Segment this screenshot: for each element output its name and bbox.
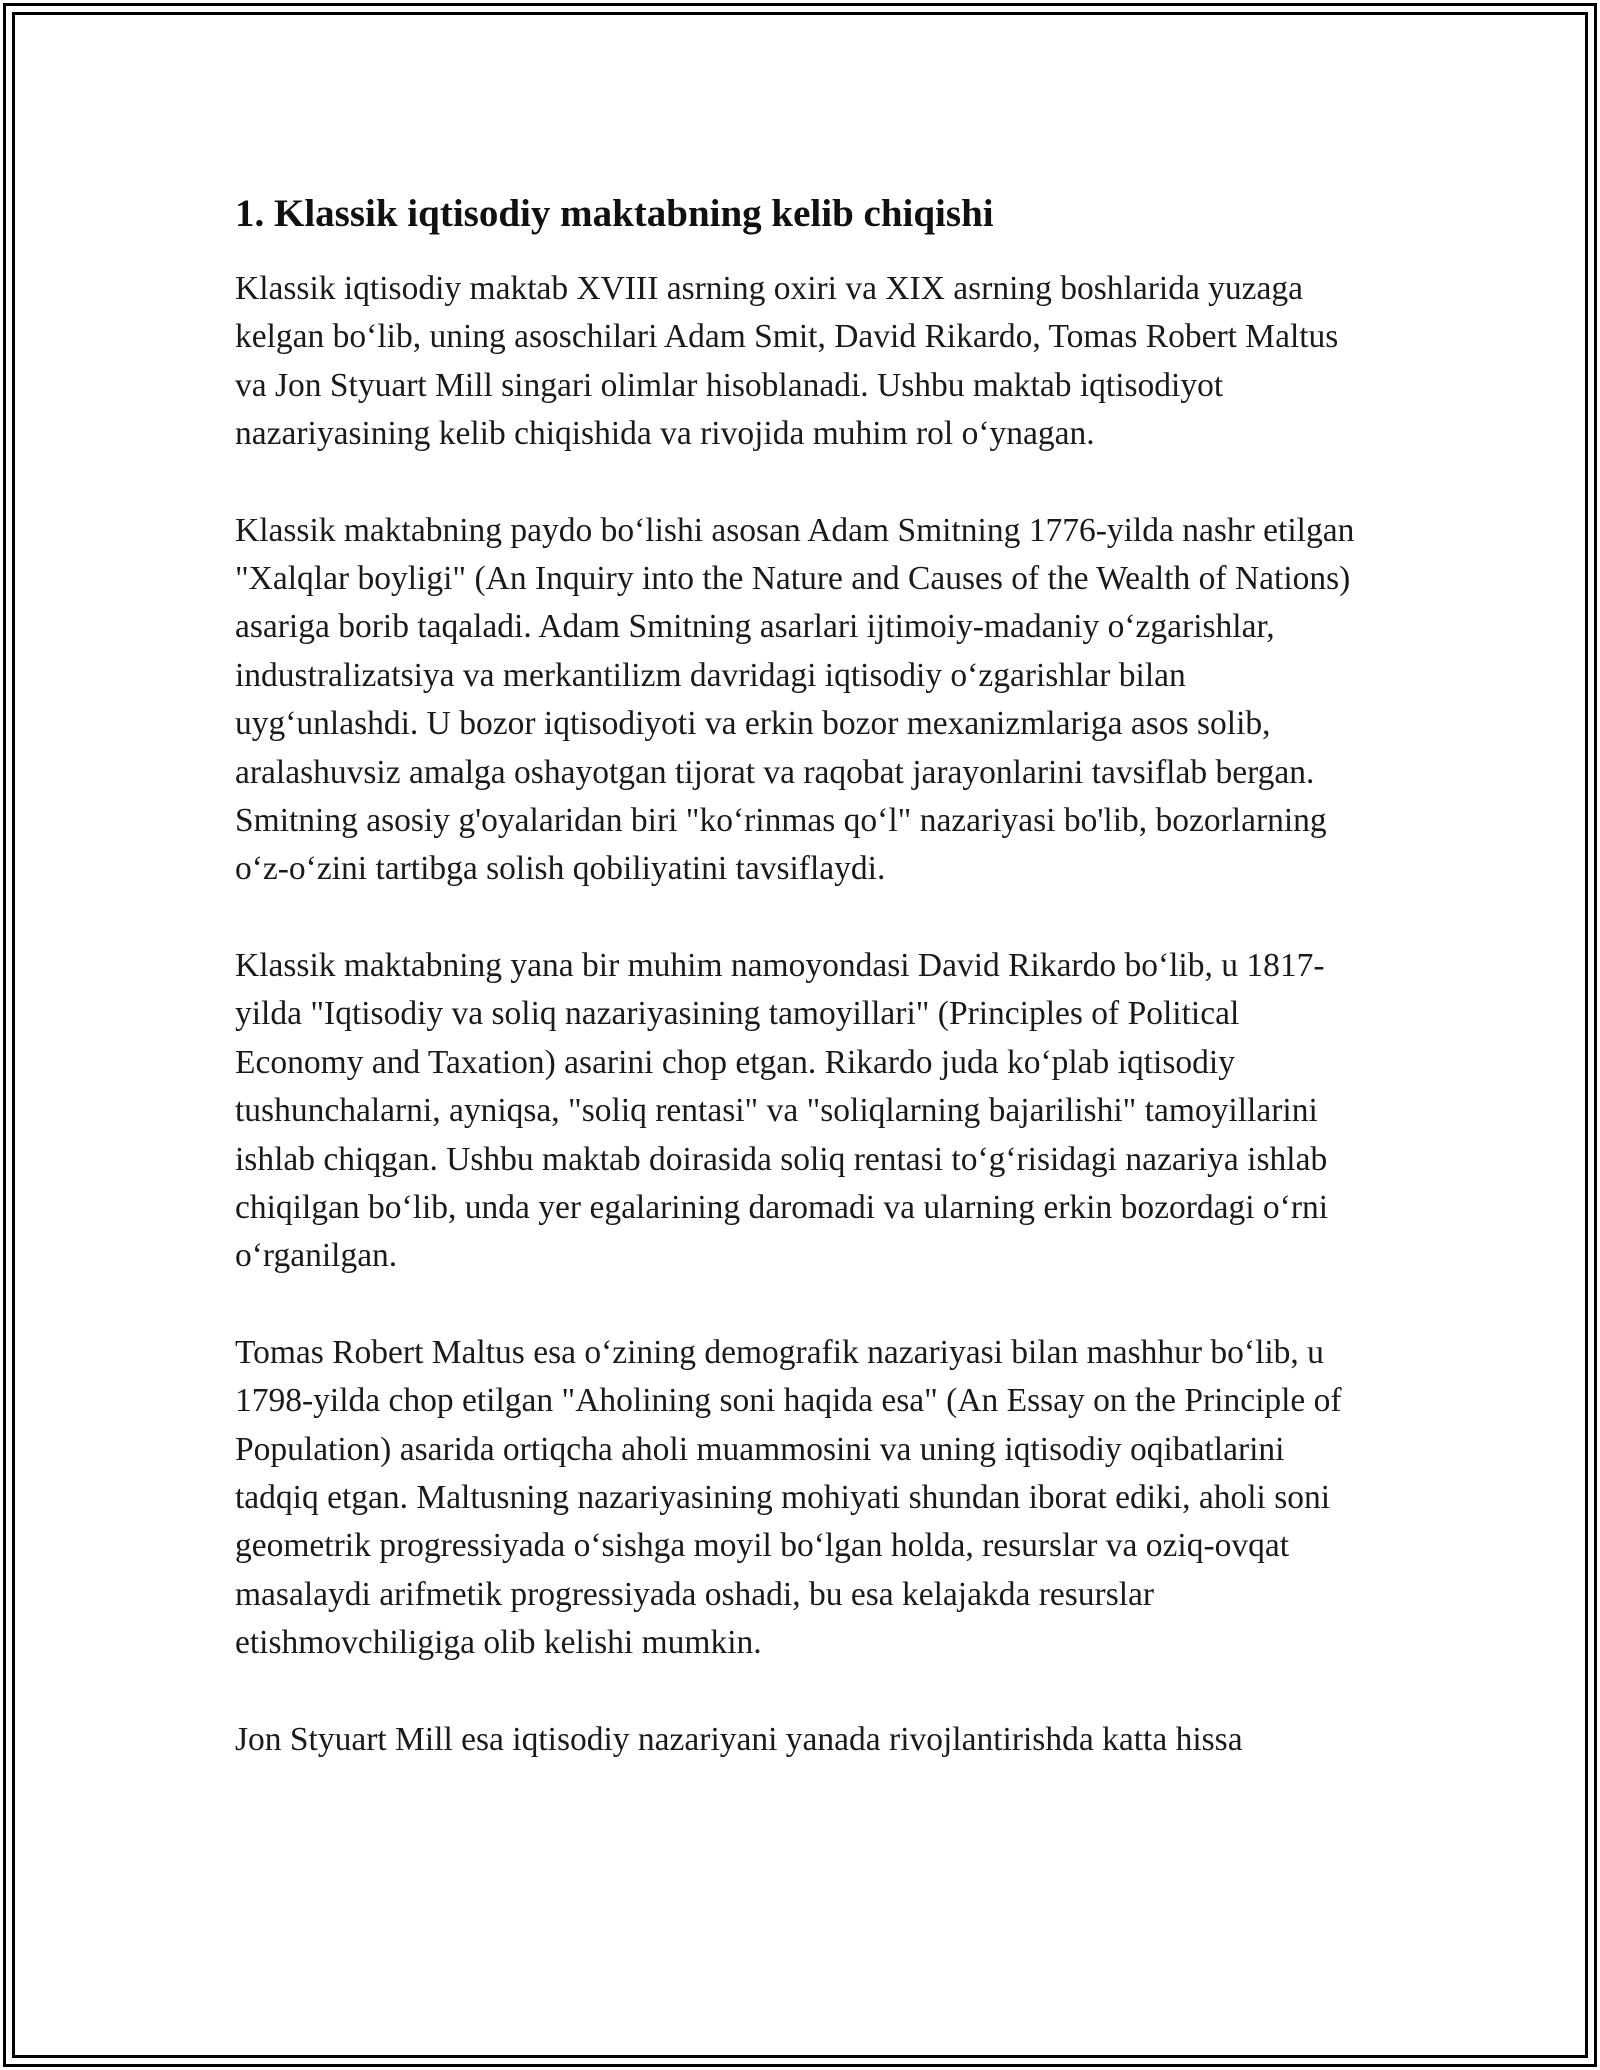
- paragraph-adam-smith: Klassik maktabning paydo boʻlishi asosan Adam Smitning 1776-yilda nashr etilgan "Xalqlar boyligi" (An Inquiry into the Nature and Causes of the Wealth of Nations) asariga borib taqaladi. Adam Smitning asarlari ijtimoiy-madaniy oʻzgarishlar, industralizatsiya va merkantilizm davridagi iqtisodiy oʻzgarishlar bilan uygʻunlashdi. U bozor iqtisodiyoti va erkin bozor mexanizmlariga asos solib, aralashuvsiz amalga oshayotgan tijorat va raqobat jarayonlarini tavsiflab bergan. Smitning asosiy g'oyalaridan biri "koʻrinmas qoʻl" nazariyasi bo'lib, bozorlarning oʻz-oʻzini tartibga solish qobiliyatini tavsiflaydi.: [235, 511, 1355, 888]
- document-body: [235, 185, 1375, 1812]
- paragraph-intro: Klassik iqtisodiy maktab XVIII asrning oxiri va XIX asrning boshlarida yuzaga kelgan boʻlib, uning asoschilari Adam Smit, David Rikardo, Tomas Robert Maltus va Jon Styuart Mill singari olimlar hisoblanadi. Ushbu maktab iqtisodiyot nazariyasining kelib chiqishida va rivojida muhim rol oʻynagan.: [235, 270, 1339, 453]
- paragraph-thomas-malthus: Tomas Robert Maltus esa oʻzining demografik nazariyasi bilan mashhur boʻlib, u 1798-yilda chop etilgan "Aholining soni haqida esa" (An Essay on the Principle of Population) asarida ortiqcha aholi muammosini va uning iqtisodiy oqibatlarini tadqiq etgan. Maltusning nazariyasining mohiyati shundan iborat ediki, aholi soni geometrik progressiyada oʻsishga moyil boʻlgan holda, resurslar va oziq-ovqat masalaydi arifmetik progressiyada oshadi, bu esa kelajakda resurslar etishmovchiligiga olib kelishi mumkin.: [235, 1333, 1342, 1662]
- section-heading: 1. Klassik iqtisodiy maktabning kelib chiqishi: [235, 192, 994, 235]
- paragraph-john-stuart-mill: Jon Styuart Mill esa iqtisodiy nazariyani yanada rivojlantirishda katta hissa: [235, 1720, 1243, 1758]
- paragraph-david-ricardo: Klassik maktabning yana bir muhim namoyondasi David Rikardo boʻlib, u 1817-yilda "Iqtisodiy va soliq nazariyasining tamoyillari" (Principles of Political Economy and Taxation) asarini chop etgan. Rikardo juda koʻplab iqtisodiy tushunchalarni, ayniqsa, "soliq rentasi" va "soliqlarning bajarilishi" tamoyillarini ishlab chiqgan. Ushbu maktab doirasida soliq rentasi toʻgʻrisidagi nazariya ishlab chiqilgan boʻlib, unda yer egalarining daromadi va ularning erkin bozordagi oʻrni oʻrganilgan.: [235, 946, 1329, 1275]
